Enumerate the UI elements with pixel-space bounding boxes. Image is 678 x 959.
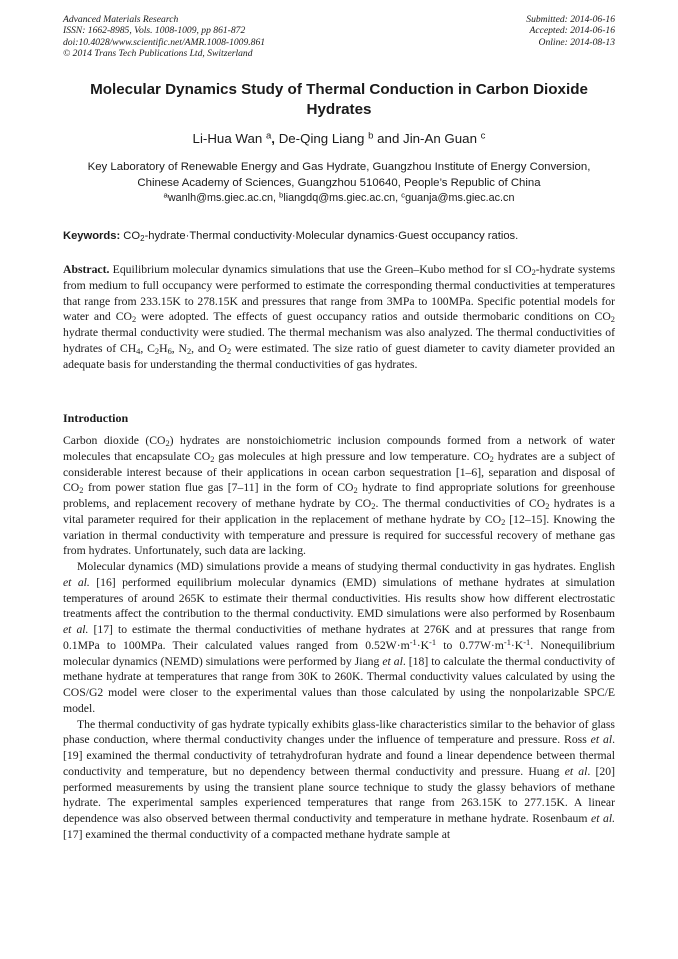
abstract-text: were estimated. The size ratio of guest diameter to cavity diameter provided an adequate basis for understanding the thermal conductivities of gas hydrates. [63,341,615,371]
affiliation [50,159,628,191]
superscript: -1 [523,636,531,647]
subscript: 2 [353,485,358,496]
subscript: 2 [210,453,215,464]
subscript: 2 [131,314,137,325]
abstract-text: -hydrate systems from medium to full occupancy were performed to estimate the corresponding thermal conductivities at temperatures that range from 233.15K to 278.15K and pressures that range from 3MPa to 100MPa. Specific potential models for water and CO [63,263,615,324]
body-text: Molecular dynamics (MD) simulations provide a means of studying thermal conductivity in gas hydrates. English [77,560,615,573]
author-name: De-Qing Liang [278,131,365,146]
body-paragraph [63,717,615,843]
accepted-date: Accepted: 2014-06-16 [529,25,615,37]
body-paragraph [63,433,615,559]
italic-text: et al [564,764,588,778]
subscript: 2 [501,516,506,527]
subscript: 2 [531,267,536,278]
body-text: gas molecules at high pressure and low temperature. CO [214,449,490,463]
section-heading: Introduction [63,411,129,425]
copyright-line: © 2014 Trans Tech Publications Ltd, Switzerland [63,48,253,60]
email-link[interactable]: guanja@ms.giec.ac.cn [405,192,515,204]
body-text: hydrate to find appropriate solutions for greenhouse problems, and replacement recovery of methane hydrate by CO [63,481,615,510]
body-text: . Nonequilibrium molecular dynamics (NEMD) simulations were performed by Jiang [63,638,615,668]
subscript: 2 [186,345,192,356]
issn-line: ISSN: 1662-8985, Vols. 1008-1009, pp 861-872 [63,25,246,37]
subscript: 2 [140,234,145,244]
subscript: 2 [371,501,376,512]
superscript: -1 [429,636,437,647]
introduction-body [63,433,615,843]
subscript: 2 [226,345,232,356]
doi-line: doi:10.4028/www.scientific.net/AMR.1008-1009.861 [63,36,266,48]
abstract-text: , and O [191,341,227,355]
keywords-text: CO [120,230,141,242]
body-paragraph [63,559,615,717]
superscript: -1 [503,636,511,647]
author-name: Jin-An Guan [403,131,477,146]
subscript: 6 [167,345,172,356]
body-text: [16] performed equilibrium molecular dynamics (EMD) simulations of methane hydrates at simulation temperatures of around 265K to estimate their thermal conductivities. His results show how different electrostatic treatments affect the contribution to the thermal conductivity. EMD simulations were also performed by Rosenbaum [63,575,615,621]
email-link[interactable]: wanlh@ms.giec.ac.cn, [167,192,280,204]
italic-text: et al [382,654,403,668]
author-marker: a [265,130,272,142]
superscript: -1 [409,636,417,647]
italic-text: et al. [63,575,90,589]
author-name: Li-Hua Wan [192,131,263,146]
keywords-text: -hydrate·Thermal conductivity·Molecular dynamics·Guest occupancy ratios. [144,230,519,242]
body-text: Carbon dioxide (CO [63,434,166,447]
body-text: [17] to estimate the thermal conductivities of methane hydrates at 276K and at pressures that range from 0.1MPa to 100MPa. Their calculated values ranged from 0.52W·m [63,623,615,652]
author-separator: and [373,131,404,146]
subscript: 2 [489,453,494,464]
subscript: 2 [545,501,550,512]
email-marker: b [279,190,284,200]
abstract-label: Abstract. [63,263,110,276]
email-marker: a [163,190,168,200]
keywords-label: Keywords: [63,230,121,242]
body-text: from power station flue gas [7–11] in the form of CO [83,481,354,495]
online-date: Online: 2014-08-13 [538,36,615,48]
affiliation-line: Chinese Academy of Sciences, Guangzhou 510640, People’s Republic of China [137,177,541,189]
affiliation-line: Key Laboratory of Renewable Energy and Gas Hydrate, Guangzhou Institute of Energy Conversion, [87,161,591,173]
body-text: hydrates are a subject of considerable interest because of their applications in ocean carbon sequestration [1–6], separation and disposal of CO [63,449,616,495]
abstract [63,262,615,372]
keywords [63,230,623,242]
abstract-text: Equilibrium molecular dynamics simulations that use the Green–Kubo method for sI CO [109,263,532,276]
publication-dates [526,14,615,48]
submitted-date: Submitted: 2014-06-16 [526,14,615,25]
subscript: 2 [154,345,160,356]
paper-title: Molecular Dynamics Study of Thermal Conduction in Carbon Dioxide Hydrates [90,81,588,118]
author-marker: c [480,130,486,142]
abstract-text: , N [171,341,187,355]
abstract-text: H [159,341,168,355]
body-text: ) hydrates are nonstoichiometric inclusion compounds formed from a network of water molecules that encapsulate CO [63,434,616,463]
subscript: 2 [610,314,615,325]
italic-text: et al. [591,812,616,825]
author-list [0,131,678,146]
subscript: 2 [165,438,170,449]
author-emails [0,192,678,204]
italic-text: et al. [63,623,89,636]
body-text: . The thermal conductivities of CO [375,497,546,510]
body-text: hydrates is a vital parameter required for their application in the replacement of methane hydrate by CO [63,497,615,526]
body-text: [12–15]. Knowing the variation in thermal conductivity with temperature and pressure is required for successful recovery of methane gas from hydrates. Unfortunately, such data are lacking. [63,512,615,558]
body-text: . [19] examined the thermal conductivity of tetrahydrofuran hydrate and found a linear dependence between thermal conductivity and temperature, but no dependency between thermal conductivity and pressure. Huang [63,733,615,778]
body-text: . [20] performed measurements by using the transient plane source technique to study the glassy behaviors of methane hydrate. The experimental samples experienced temperatures that range from 263.15K to 277.15K. A linear dependence was also observed between thermal conductivity and temperature in methane hydrate. Rosenbaum [63,764,615,825]
email-marker: c [401,190,406,200]
abstract-text: were adopted. The effects of guest occupancy ratios and outside thermobaric conditions on CO [136,310,611,324]
author-marker: b [368,130,374,142]
abstract-paragraph [63,262,615,372]
body-text: The thermal conductivity of gas hydrate typically exhibits glass-like characteristics similar to the behavior of glass phase conduction, where thermal conductivity changes under the influence of temperature and pressure. Ross [63,717,615,747]
body-text: ·K [510,638,524,652]
subscript: 2 [79,485,84,496]
abstract-text: hydrate thermal conductivity were studied. The thermal mechanism was also analyzed. The thermal conductivities of hydrates of CH [63,326,615,355]
email-link[interactable]: liangdq@ms.giec.ac.cn, [283,192,402,204]
italic-text: et al [590,733,613,747]
subscript: 4 [136,345,141,356]
body-text: . [18] to calculate the thermal conductivity of methane hydrate at temperatures that range from 30K to 260K. Thermal conductivity values calculated by using the COS/G2 model were closer to the experimental values than those calculated by using the nonpolarizable SPC/E model. [63,654,615,715]
body-text: [17] examined the thermal conductivity of a compacted methane hydrate sample at [63,827,451,841]
abstract-text: , C [140,341,155,355]
journal-info [63,14,265,60]
author-separator: , [271,131,279,146]
body-text: ·K [416,638,430,652]
body-text: to 0.77W·m [436,638,504,652]
journal-name: Advanced Materials Research [63,14,179,25]
